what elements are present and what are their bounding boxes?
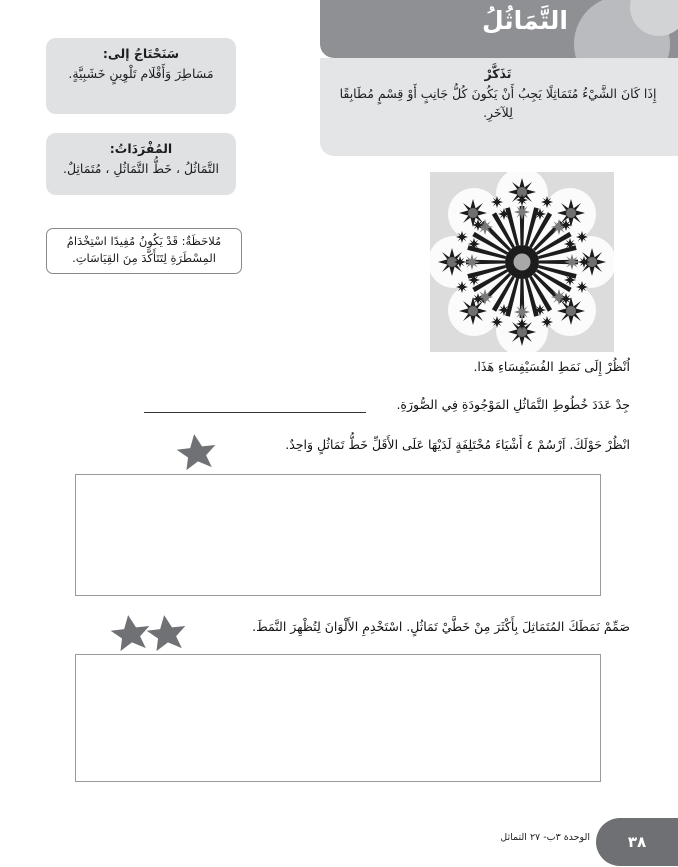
vocabulary-box [46, 133, 236, 195]
exercise-1-text: اُنْظُرْ إِلَى نَمَطِ الفُسَيْفِسَاءِ هَذَا. [473, 359, 630, 374]
materials-needed-box [46, 38, 236, 114]
mosaic-center [505, 245, 539, 279]
remember-body: إِذَا كَانَ الشَّيْءُ مُتَمَاثِلًا يَجِبُ أَنْ يَكُونَ كُلُّ جَانِبٍ أَوْ قِسْمٍ مُطَابِقًا لِلآخَرِ. [339, 86, 657, 120]
materials-needed-title: سَنَحْتَاجُ إلى: [102, 46, 180, 61]
exercise-2-text: جِدْ عَدَدَ خُطُوطِ التَّمَاثُلِ المَوْجُودَةِ فِي الصُّورَةِ. [396, 397, 630, 412]
remember-title: تَذَكَّرْ [484, 66, 512, 81]
footer-unit-label: الوحدة ٣ب- ٢٧ التماثل [500, 832, 590, 843]
exercise-3-answer-box[interactable] [75, 474, 601, 596]
exercise-2-answer-rule[interactable] [144, 412, 366, 413]
materials-needed-body: مَسَاطِرَ وَأَقْلَام تَلْوِينٍ خَشَبِيَّةٍ. [68, 66, 214, 81]
exercise-4-text: صَمِّمْ نَمَطَكَ المُتَمَاثِلَ بِأَكْثَرَ مِنْ خَطَّيْ تَمَاثُلٍ. اسْتَخْدِمِ الأَلْوَانَ لِتُظْهِرَ النَّمَطَ. [252, 619, 630, 634]
difficulty-star-icon [145, 613, 187, 651]
vocabulary-title: المُفْرَدَاتُ: [109, 141, 173, 156]
vocabulary-body: التَّمَاثُلُ ، خَطُّ التَّمَاثُلِ ، مُتَمَاثِلٌ. [62, 161, 220, 176]
remember-panel [320, 58, 678, 156]
difficulty-star-icon [175, 432, 217, 470]
note-line-1: مُلاحَظَةٌ: قَدْ يَكُونُ مُفِيدًا اسْتِخْدَامُ [66, 234, 222, 248]
exercise-3-text: انْظُرْ حَوْلَكَ. اَرْسُمْ ٤ أَشْيَاءَ مُخْتَلِفَةٍ لَدَيْهَا عَلَى الأَقَلِّ خَطُّ تَمَاثُلٍ وَاحِدٌ. [285, 437, 630, 452]
mosaic-pattern-svg [430, 172, 614, 352]
exercise-4-answer-box[interactable] [75, 654, 601, 782]
note-line-2: المِسْطَرَةِ لِتَتَأَكَّدَ مِنَ القِيَاسَاتِ. [72, 251, 216, 266]
note-box [46, 228, 242, 274]
difficulty-star-icon [109, 613, 151, 651]
page-title: التَّمَاثُلُ [481, 6, 568, 35]
page-number: ٣٨ [627, 833, 647, 851]
mosaic-figure [430, 172, 614, 352]
page-number-badge [596, 818, 678, 866]
